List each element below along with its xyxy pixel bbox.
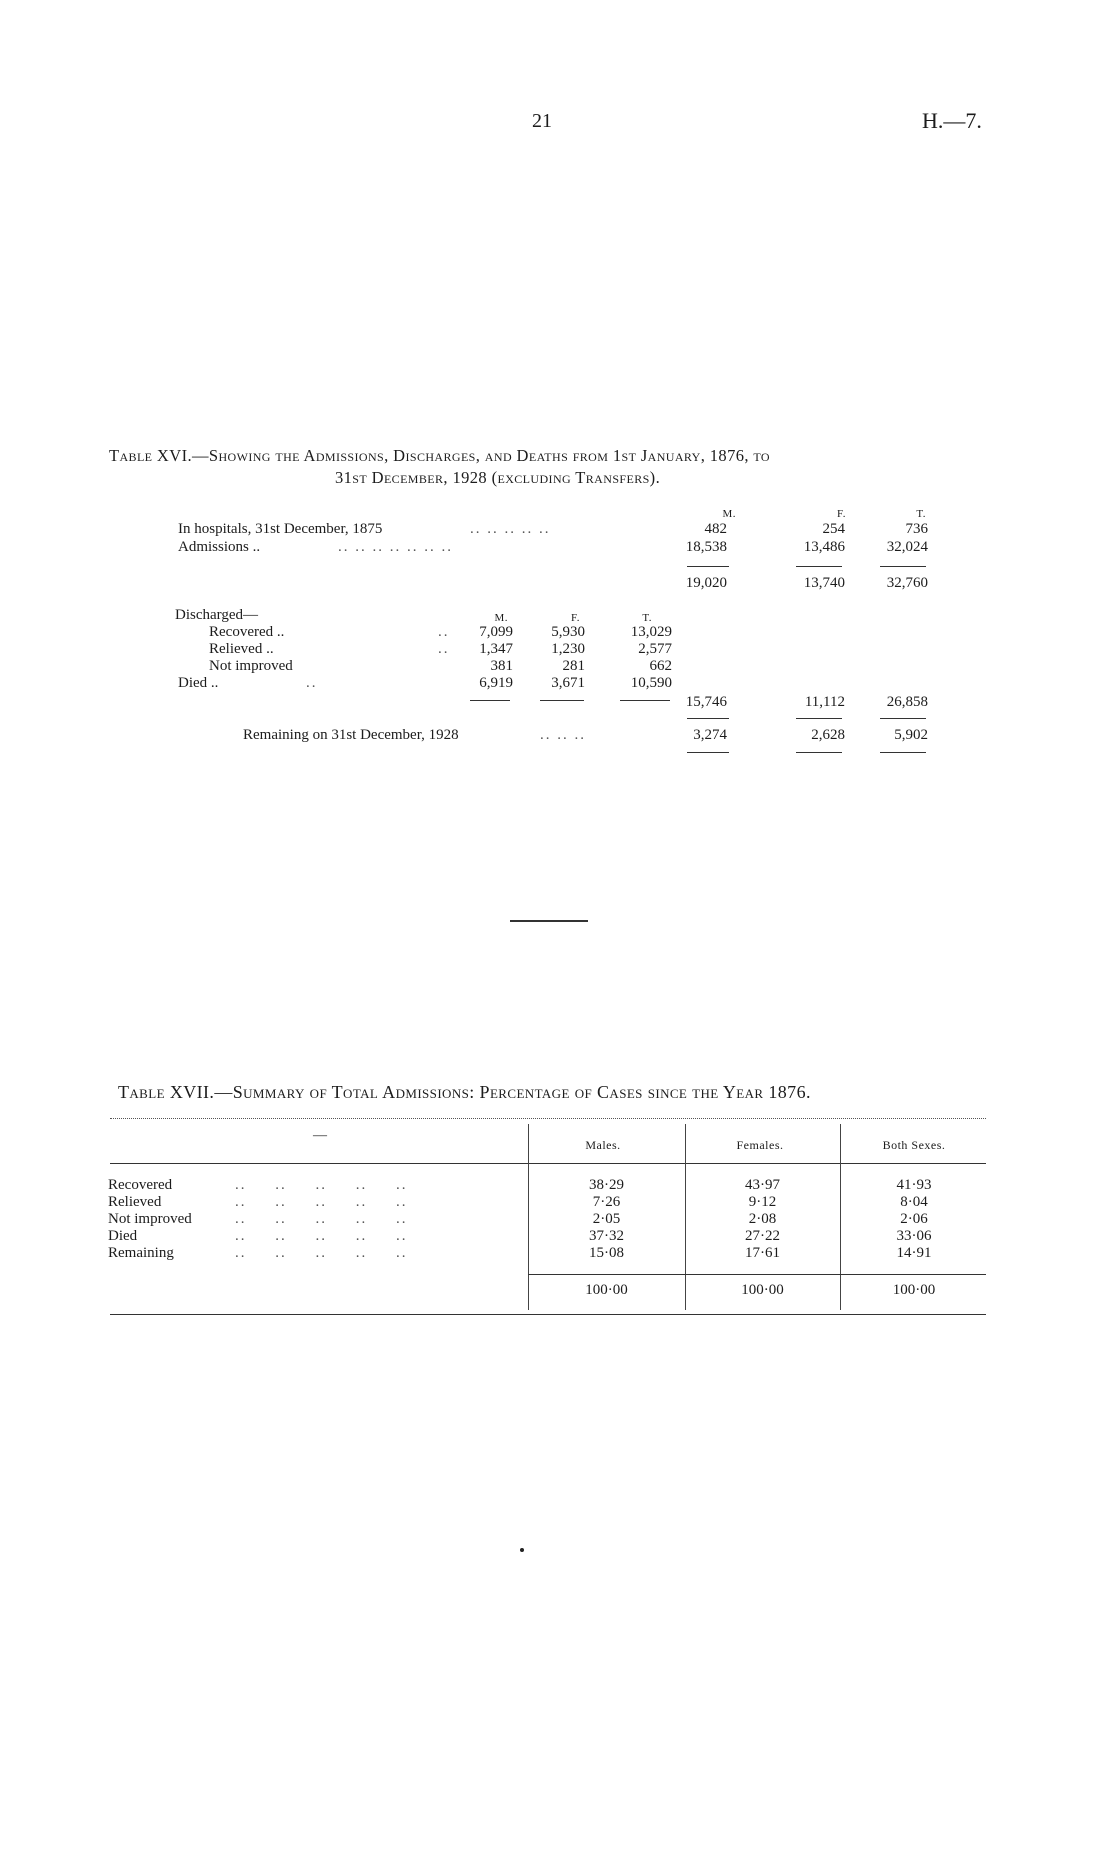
remaining-m: 3,274 [693, 727, 727, 743]
discharged-row-recovered: Recovered .. [209, 624, 285, 640]
table-17-top-rule [110, 1118, 986, 1119]
discharged-label: Discharged— [175, 607, 259, 623]
discharged-row-not-improved: Not improved [209, 658, 293, 674]
closing-rule [796, 752, 842, 753]
value-in-hospitals-f: 254 [822, 521, 845, 537]
sum-rule [880, 718, 926, 719]
table-16-title-line-1: Table XVI.—Showing the Admissions, Discharges, and Deaths from 1st January, 1876, to [109, 446, 770, 465]
table-16-header-f: F. [837, 508, 846, 520]
remaining-f: 2,628 [811, 727, 845, 743]
table-16-header-m: M. [722, 508, 736, 520]
table-17-stub-header: — [313, 1128, 327, 1143]
table-17-header-males: Males. [585, 1138, 621, 1152]
table-17-row-label: Remaining [108, 1245, 174, 1261]
both-remaining: 14·91 [896, 1245, 932, 1261]
relieved-f: 1,230 [551, 641, 585, 657]
table-17-bottom-rule [110, 1314, 986, 1315]
both-recovered: 41·93 [896, 1177, 932, 1193]
table-17-row-label: Not improved [108, 1211, 192, 1227]
sum-rule [796, 566, 842, 567]
value-admissions-f: 13,486 [803, 539, 845, 555]
relieved-t: 2,577 [638, 641, 672, 657]
table-17-row-label: Died [108, 1228, 138, 1244]
document-reference: H.—7. [922, 108, 982, 133]
females-remaining: 17·61 [745, 1245, 780, 1261]
remaining-t: 5,902 [894, 727, 928, 743]
dot-leader: .. .. .. .. .. [235, 1194, 408, 1210]
sum-rule [880, 566, 926, 567]
males-not-improved: 2·05 [592, 1211, 621, 1227]
discharged-header-f: F. [571, 612, 580, 624]
discharged-header-m: M. [494, 612, 508, 624]
males-recovered: 38·29 [589, 1177, 624, 1193]
discharged-total-m: 15,746 [685, 694, 727, 710]
died-t: 10,590 [630, 675, 672, 691]
recovered-t: 13,029 [630, 624, 672, 640]
sum-rule [687, 566, 729, 567]
discharged-header-t: T. [642, 612, 652, 624]
females-died: 27·22 [745, 1228, 780, 1244]
table-17-header-females: Females. [736, 1138, 784, 1152]
table-16-title-line-2: 31st December, 1928 (excluding Transfers). [335, 468, 661, 487]
not-improved-m: 381 [490, 658, 513, 674]
table-17-title: Table XVII.—Summary of Total Admissions: Percentage of Cases since the Year 1876. [118, 1082, 811, 1102]
sum-rule [620, 700, 670, 701]
total-t: 32,760 [886, 575, 928, 591]
discharged-total-t: 26,858 [886, 694, 928, 710]
relieved-m: 1,347 [479, 641, 513, 657]
value-admissions-m: 18,538 [685, 539, 727, 555]
page-number: 21 [532, 110, 552, 132]
not-improved-t: 662 [649, 658, 672, 674]
dot-leader: .. .. .. .. .. [235, 1177, 408, 1193]
remaining-label: Remaining on 31st December, 1928 [243, 727, 459, 743]
dot-leader: .. .. .. .. .. [235, 1228, 408, 1244]
sum-rule [540, 700, 584, 701]
dot-leader: .. .. .. .. .. [235, 1211, 408, 1227]
females-not-improved: 2·08 [748, 1211, 777, 1227]
value-in-hospitals-t: 736 [905, 521, 928, 537]
died-m: 6,919 [479, 675, 513, 691]
table-17-row-label: Recovered [108, 1177, 173, 1193]
row-label-in-hospitals: In hospitals, 31st December, 1875 [178, 521, 383, 537]
row-label-admissions: Admissions .. [178, 539, 261, 555]
males-died: 37·32 [589, 1228, 624, 1244]
males-relieved: 7·26 [592, 1194, 621, 1210]
dot-leader: .. [438, 624, 450, 640]
table-17-header-both-sexes: Both Sexes. [882, 1138, 946, 1152]
total-m: 19,020 [685, 575, 727, 591]
table-17-header-rule [110, 1163, 986, 1164]
sum-rule [470, 700, 510, 701]
females-recovered: 43·97 [745, 1177, 780, 1193]
recovered-m: 7,099 [479, 624, 513, 640]
females-total: 100·00 [741, 1282, 784, 1298]
dot-leader: .. .. .. .. .. .. .. [338, 539, 453, 555]
not-improved-f: 281 [562, 658, 585, 674]
discharged-total-f: 11,112 [804, 694, 845, 710]
dot-leader: .. [306, 675, 318, 691]
discharged-row-relieved: Relieved .. [209, 641, 274, 657]
males-total: 100·00 [585, 1282, 628, 1298]
sum-rule [687, 718, 729, 719]
closing-rule [880, 752, 926, 753]
dot-leader: .. .. .. .. .. [470, 521, 551, 537]
both-total: 100·00 [892, 1282, 936, 1298]
dot-leader: .. .. .. .. .. [235, 1245, 408, 1261]
printer-mark [520, 1548, 524, 1552]
closing-rule [687, 752, 729, 753]
value-in-hospitals-m: 482 [704, 521, 727, 537]
females-relieved: 9·12 [748, 1194, 777, 1210]
males-remaining: 15·08 [589, 1245, 624, 1261]
both-relieved: 8·04 [900, 1194, 928, 1210]
section-divider [510, 920, 588, 922]
dot-leader: .. [438, 641, 450, 657]
table-17-row-label: Relieved [108, 1194, 162, 1210]
total-f: 13,740 [803, 575, 845, 591]
table-16-header-t: T. [916, 508, 926, 520]
recovered-f: 5,930 [551, 624, 585, 640]
value-admissions-t: 32,024 [886, 539, 928, 555]
dot-leader: .. .. .. [540, 727, 586, 743]
discharged-row-died: Died .. [178, 675, 219, 691]
died-f: 3,671 [551, 675, 585, 691]
table-17-total-rule [528, 1274, 986, 1275]
sum-rule [796, 718, 842, 719]
both-died: 33·06 [896, 1228, 932, 1244]
both-not-improved: 2·06 [900, 1211, 928, 1227]
